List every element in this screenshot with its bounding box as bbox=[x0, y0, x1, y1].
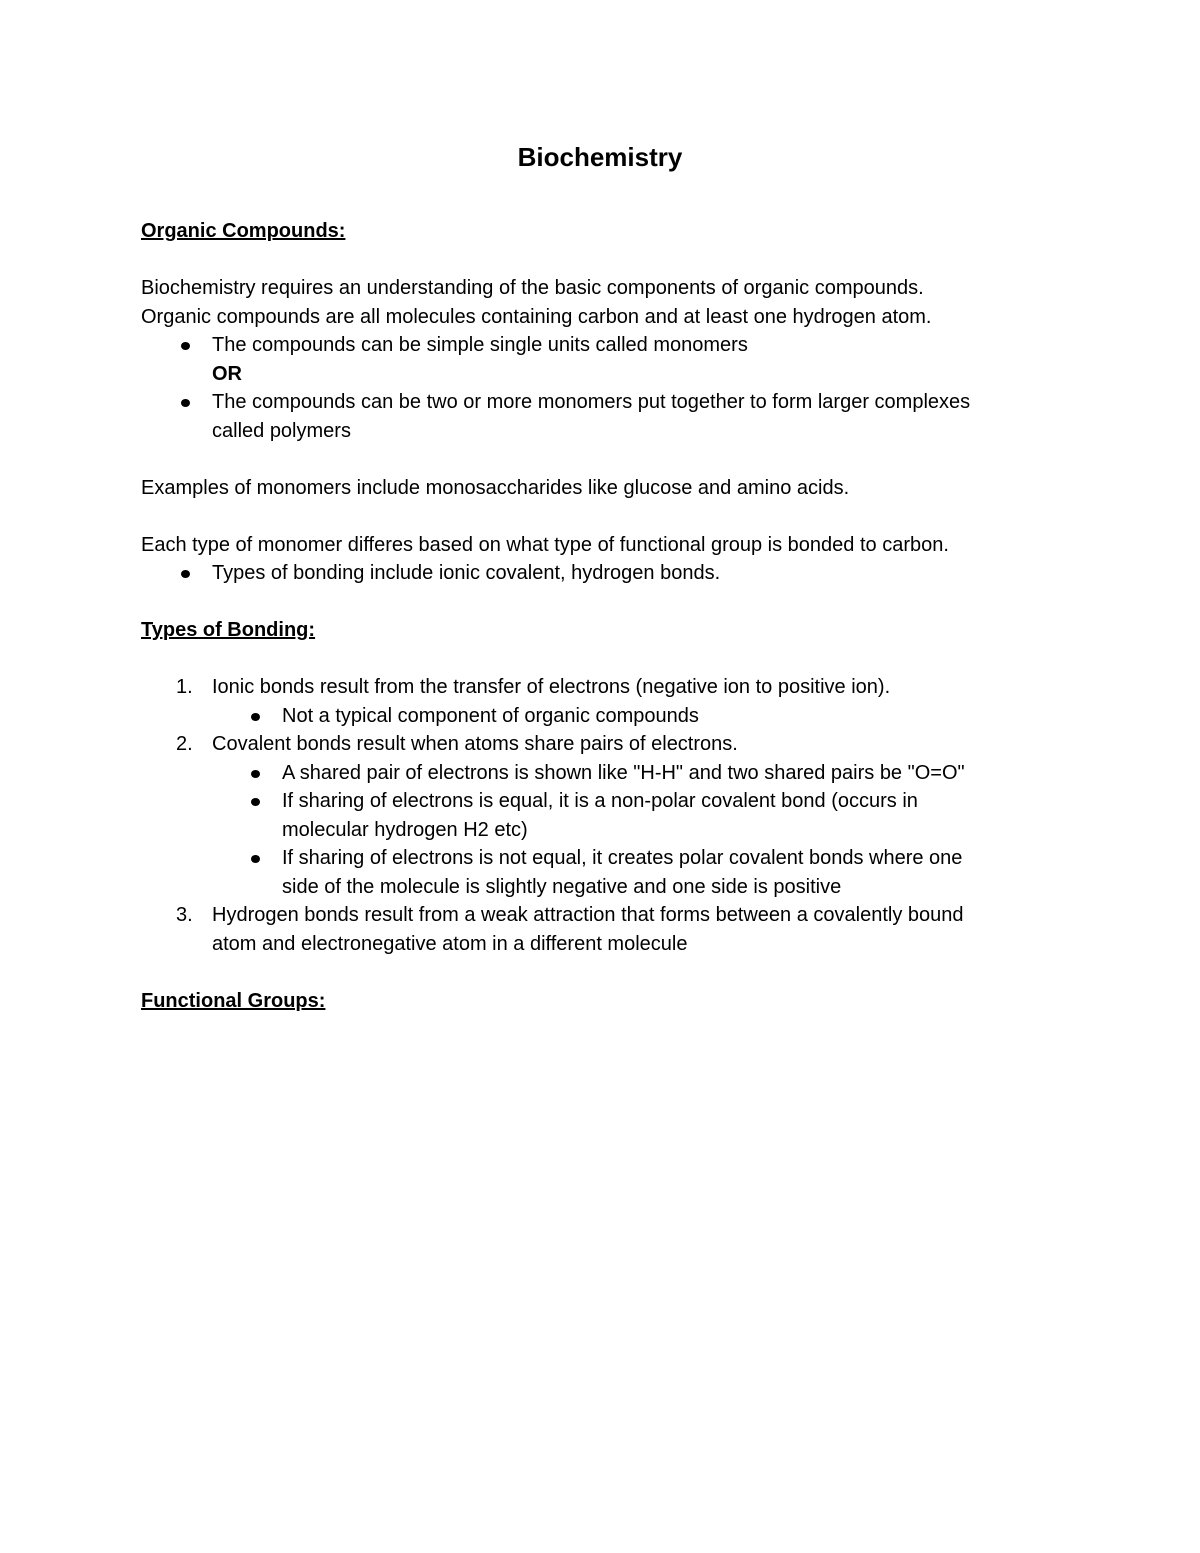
sub-item-covalent-3-continuation bbox=[141, 873, 1041, 902]
list-item-text: molecular hydrogen H2 etc) bbox=[282, 818, 528, 841]
list-item-text: Ionic bonds result from the transfer of electrons (negative ion to positive ion). bbox=[212, 676, 891, 698]
list-number: 3. bbox=[176, 904, 193, 926]
section-heading-types-of-bonding: Types of Bonding: bbox=[141, 619, 316, 641]
numbered-item-ionic bbox=[141, 673, 1041, 702]
numbered-item-hydrogen-continuation bbox=[141, 930, 1041, 959]
examples-paragraph: Examples of monomers include monosaccharides like glucose and amino acids. bbox=[141, 476, 850, 499]
page-title: Biochemistry bbox=[517, 142, 683, 172]
sub-item-covalent-3 bbox=[141, 844, 1041, 873]
spacer bbox=[141, 246, 1041, 275]
functional-note-paragraph: Each type of monomer differes based on what type of functional group is bonded to carbon. bbox=[141, 533, 949, 556]
list-item-text: Not a typical component of organic compounds bbox=[282, 704, 699, 727]
spacer bbox=[141, 445, 1041, 474]
list-item-bonding-types bbox=[141, 559, 1041, 588]
list-item-text: The compounds can be simple single units called monomers bbox=[212, 334, 748, 356]
bullet-icon bbox=[251, 770, 260, 778]
numbered-item-covalent bbox=[141, 730, 1041, 759]
list-number: 1. bbox=[176, 676, 193, 698]
list-item-monomers bbox=[141, 331, 1041, 360]
list-item-text: Covalent bonds result when atoms share pairs of electrons. bbox=[212, 733, 738, 755]
list-number: 2. bbox=[176, 733, 193, 755]
list-item-polymers bbox=[141, 388, 1041, 417]
list-item-text: If sharing of electrons is not equal, it creates polar covalent bonds where one bbox=[282, 847, 963, 869]
bullet-icon bbox=[181, 399, 190, 407]
list-item-text: The compounds can be two or more monomers put together to form larger complexes bbox=[212, 391, 971, 413]
intro-line-1: Biochemistry requires an understanding of the basic components of organic compounds. bbox=[141, 277, 924, 299]
bullet-icon bbox=[251, 713, 260, 721]
or-row bbox=[141, 360, 1041, 389]
numbered-item-hydrogen bbox=[141, 901, 1041, 930]
document-content bbox=[141, 140, 1041, 1015]
spacer bbox=[141, 588, 1041, 617]
list-item-text: atom and electronegative atom in a different molecule bbox=[212, 932, 688, 955]
or-label: OR bbox=[212, 362, 242, 385]
list-item-continuation bbox=[141, 417, 1041, 446]
list-item-text: Types of bonding include ionic covalent, hydrogen bonds. bbox=[212, 562, 721, 584]
sub-item-covalent-2-continuation bbox=[141, 816, 1041, 845]
section-heading-functional-groups: Functional Groups: bbox=[141, 989, 326, 1012]
bullet-icon bbox=[181, 342, 190, 350]
spacer bbox=[141, 958, 1041, 987]
list-item-text: Hydrogen bonds result from a weak attraction that forms between a covalently bound bbox=[212, 904, 964, 926]
sub-item-ionic-1 bbox=[141, 702, 1041, 731]
bullet-icon bbox=[181, 570, 190, 578]
list-item-text: side of the molecule is slightly negative and one side is positive bbox=[282, 875, 842, 898]
bullet-icon bbox=[251, 798, 260, 806]
list-item-text: A shared pair of electrons is shown like "H-H" and two shared pairs be "O=O" bbox=[282, 761, 965, 784]
intro-line-2: Organic compounds are all molecules containing carbon and at least one hydrogen atom. bbox=[141, 305, 932, 328]
spacer bbox=[141, 502, 1041, 531]
spacer bbox=[141, 645, 1041, 674]
sub-item-covalent-1 bbox=[141, 759, 1041, 788]
list-item-text: called polymers bbox=[212, 419, 351, 442]
sub-item-covalent-2 bbox=[141, 787, 1041, 816]
section-heading-organic-compounds: Organic Compounds: bbox=[141, 220, 346, 242]
list-item-text: If sharing of electrons is equal, it is a non-polar covalent bond (occurs in bbox=[282, 790, 918, 812]
bullet-icon bbox=[251, 855, 260, 863]
